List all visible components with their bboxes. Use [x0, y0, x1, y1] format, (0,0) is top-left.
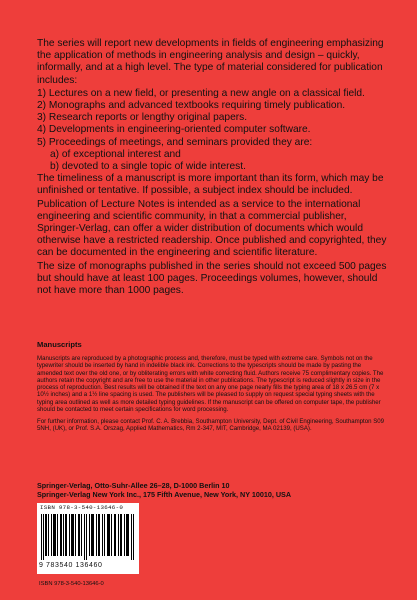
- material-item: 3) Research reports or lengthy original papers.: [37, 112, 248, 124]
- publisher-addresses: [37, 481, 397, 499]
- barcode-number: 9 783540 136460: [39, 562, 103, 569]
- material-item: 1) Lectures on a new field, or presenting a new angle on a classical field.: [37, 87, 365, 99]
- material-item: 2) Monographs and advanced textbooks requiring timely publication.: [37, 100, 346, 112]
- timeliness-paragraph: The timeliness of a manuscript is more important than its form, which may be unfinished or tentative. If possible, a subject index should be included.: [37, 173, 384, 197]
- publisher-address-berlin: Springer-Verlag, Otto-Suhr-Allee 26–28, D-1000 Berlin 10: [37, 481, 230, 490]
- condition-item: a) of exceptional interest and: [50, 148, 181, 160]
- barcode-label: [37, 503, 139, 574]
- manuscripts-section: [37, 355, 387, 433]
- manuscripts-heading: Manuscripts: [37, 340, 82, 349]
- material-item: 4) Developments in engineering-oriented computer software.: [37, 124, 311, 136]
- isbn-bottom-text: ISBN 978-3-540-13646-0: [39, 581, 104, 587]
- proceedings-conditions: [37, 149, 389, 173]
- publication-paragraph: Publication of Lecture Notes is intended as a service to the international engineering and scientific community, in that a commercial publisher, Springer-Verlag, can offer a wider distribution of documents which would otherwise have a restricted readership. Once published and copyrighted, they can be documented in the engineering and scientific literature.: [37, 198, 387, 259]
- size-paragraph: The size of monographs published in the series should not exceed 500 pages but should have at least 100 pages. Proceedings volumes, however, should not have more than 1000 pages.: [37, 260, 387, 297]
- contact-info: For further information, please contact Prof. C. A. Brebbia, Southampton University, Dept. of Civil Engineering, Southampton S09 5NH, (UK), or Prof. S.A. Orszag, Applied Mathematics, Rm 2-347, MIT, Cambridge, MA 02139, (USA).: [37, 418, 385, 433]
- material-list: [37, 88, 389, 149]
- series-description: [37, 38, 389, 298]
- material-item: 5) Proceedings of meetings, and seminars provided they are:: [37, 136, 313, 148]
- barcode-icon: [41, 514, 136, 560]
- manuscripts-body: Manuscripts are reproduced by a photographic process and, therefore, must be typed with extreme care. Symbols not on the typewriter should be inserted by hand in indelible black ink. Corrections to the typescripts should be made by pasting the amended text over the old one, or by obliterating errors with white correcting fluid. Authors receive 75 complimentary copies. The authors retain the copyright and are free to use the material in other publications. The typescript is reduced slightly in size in the process of reproduction. Best results will be obtained if the text on any one page nearly fills the typing area of 18 x 26.5 cm (7 x 10½ inches) and a 1½ line spacing is used. The publishers will be pleased to supply on request special typing sheets with the typing area outlined as well as more detailed typing guidelines. If the manuscript can be offered on computer tape, the publisher should be contacted to meet certain specifications for word processing.: [37, 355, 384, 413]
- publisher-address-new-york: Springer-Verlag New York Inc., 175 Fifth Avenue, New York, NY 10010, USA: [37, 490, 292, 499]
- isbn-top-text: ISBN 978-3-540-13646-0: [40, 504, 124, 511]
- intro-paragraph: The series will report new developments in fields of engineering emphasizing the application of methods in engineering analysis and design – quickly, informally, and at a high level. The type of material considered for publication includes:: [37, 38, 384, 86]
- condition-item: b) devoted to a single topic of wide interest.: [50, 161, 246, 173]
